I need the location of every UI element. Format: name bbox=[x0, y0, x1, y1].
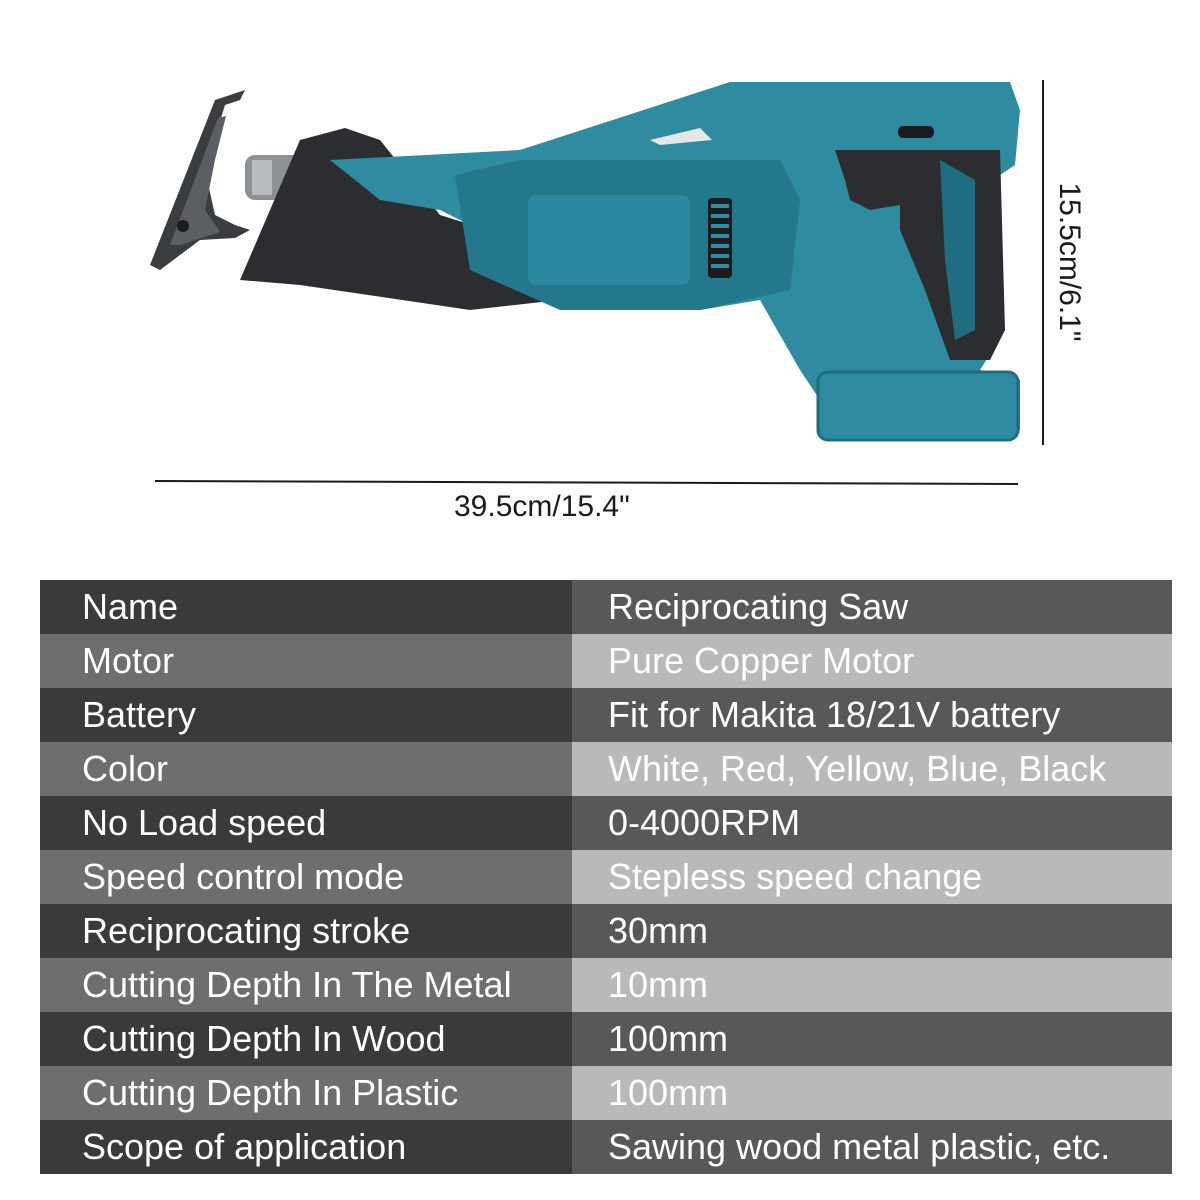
spec-row-reciprocating-stroke bbox=[40, 904, 1172, 958]
spec-label: Cutting Depth In The Metal bbox=[40, 958, 572, 1012]
spec-value: Reciprocating Saw bbox=[572, 580, 1172, 634]
spec-value: Pure Copper Motor bbox=[572, 634, 1172, 688]
spec-value: 10mm bbox=[572, 958, 1172, 1012]
spec-row-battery bbox=[40, 688, 1172, 742]
reciprocating-saw-illustration bbox=[0, 0, 1200, 560]
spec-label: Color bbox=[40, 742, 572, 796]
spec-label: Name bbox=[40, 580, 572, 634]
width-dimension-label: 39.5cm/15.4" bbox=[454, 490, 630, 523]
width-dimension-line bbox=[155, 481, 1018, 484]
spec-label: Cutting Depth In Wood bbox=[40, 1012, 572, 1066]
spec-label: Cutting Depth In Plastic bbox=[40, 1066, 572, 1120]
side-panel bbox=[528, 195, 690, 285]
spec-value: Sawing wood metal plastic, etc. bbox=[572, 1120, 1172, 1174]
spec-row-color bbox=[40, 742, 1172, 796]
spec-row-cutting-depth-plastic bbox=[40, 1066, 1172, 1120]
spec-row-cutting-depth-wood bbox=[40, 1012, 1172, 1066]
spec-value: 30mm bbox=[572, 904, 1172, 958]
spec-label: Speed control mode bbox=[40, 850, 572, 904]
spec-row-name bbox=[40, 580, 1172, 634]
spec-label: Battery bbox=[40, 688, 572, 742]
spec-row-motor bbox=[40, 634, 1172, 688]
lock-switch bbox=[898, 126, 934, 138]
spec-value: 100mm bbox=[572, 1066, 1172, 1120]
product-figure bbox=[0, 0, 1200, 560]
spec-value: White, Red, Yellow, Blue, Black bbox=[572, 742, 1172, 796]
spec-value: Stepless speed change bbox=[572, 850, 1172, 904]
height-dimension-label: 15.5cm/6.1" bbox=[1053, 182, 1086, 342]
spec-label: Motor bbox=[40, 634, 572, 688]
spec-row-cutting-depth-metal bbox=[40, 958, 1172, 1012]
blade-clamp bbox=[150, 90, 250, 270]
spec-value: 0-4000RPM bbox=[572, 796, 1172, 850]
spec-label: Reciprocating stroke bbox=[40, 904, 572, 958]
spec-value: Fit for Makita 18/21V battery bbox=[572, 688, 1172, 742]
spec-value: 100mm bbox=[572, 1012, 1172, 1066]
specifications-table bbox=[40, 580, 1172, 1174]
spec-row-no-load-speed bbox=[40, 796, 1172, 850]
spec-label: No Load speed bbox=[40, 796, 572, 850]
spec-row-speed-control-mode bbox=[40, 850, 1172, 904]
vent-slots bbox=[708, 198, 732, 278]
battery-mount bbox=[818, 372, 1018, 440]
spec-label: Scope of application bbox=[40, 1120, 572, 1174]
spec-row-scope-of-application bbox=[40, 1120, 1172, 1174]
